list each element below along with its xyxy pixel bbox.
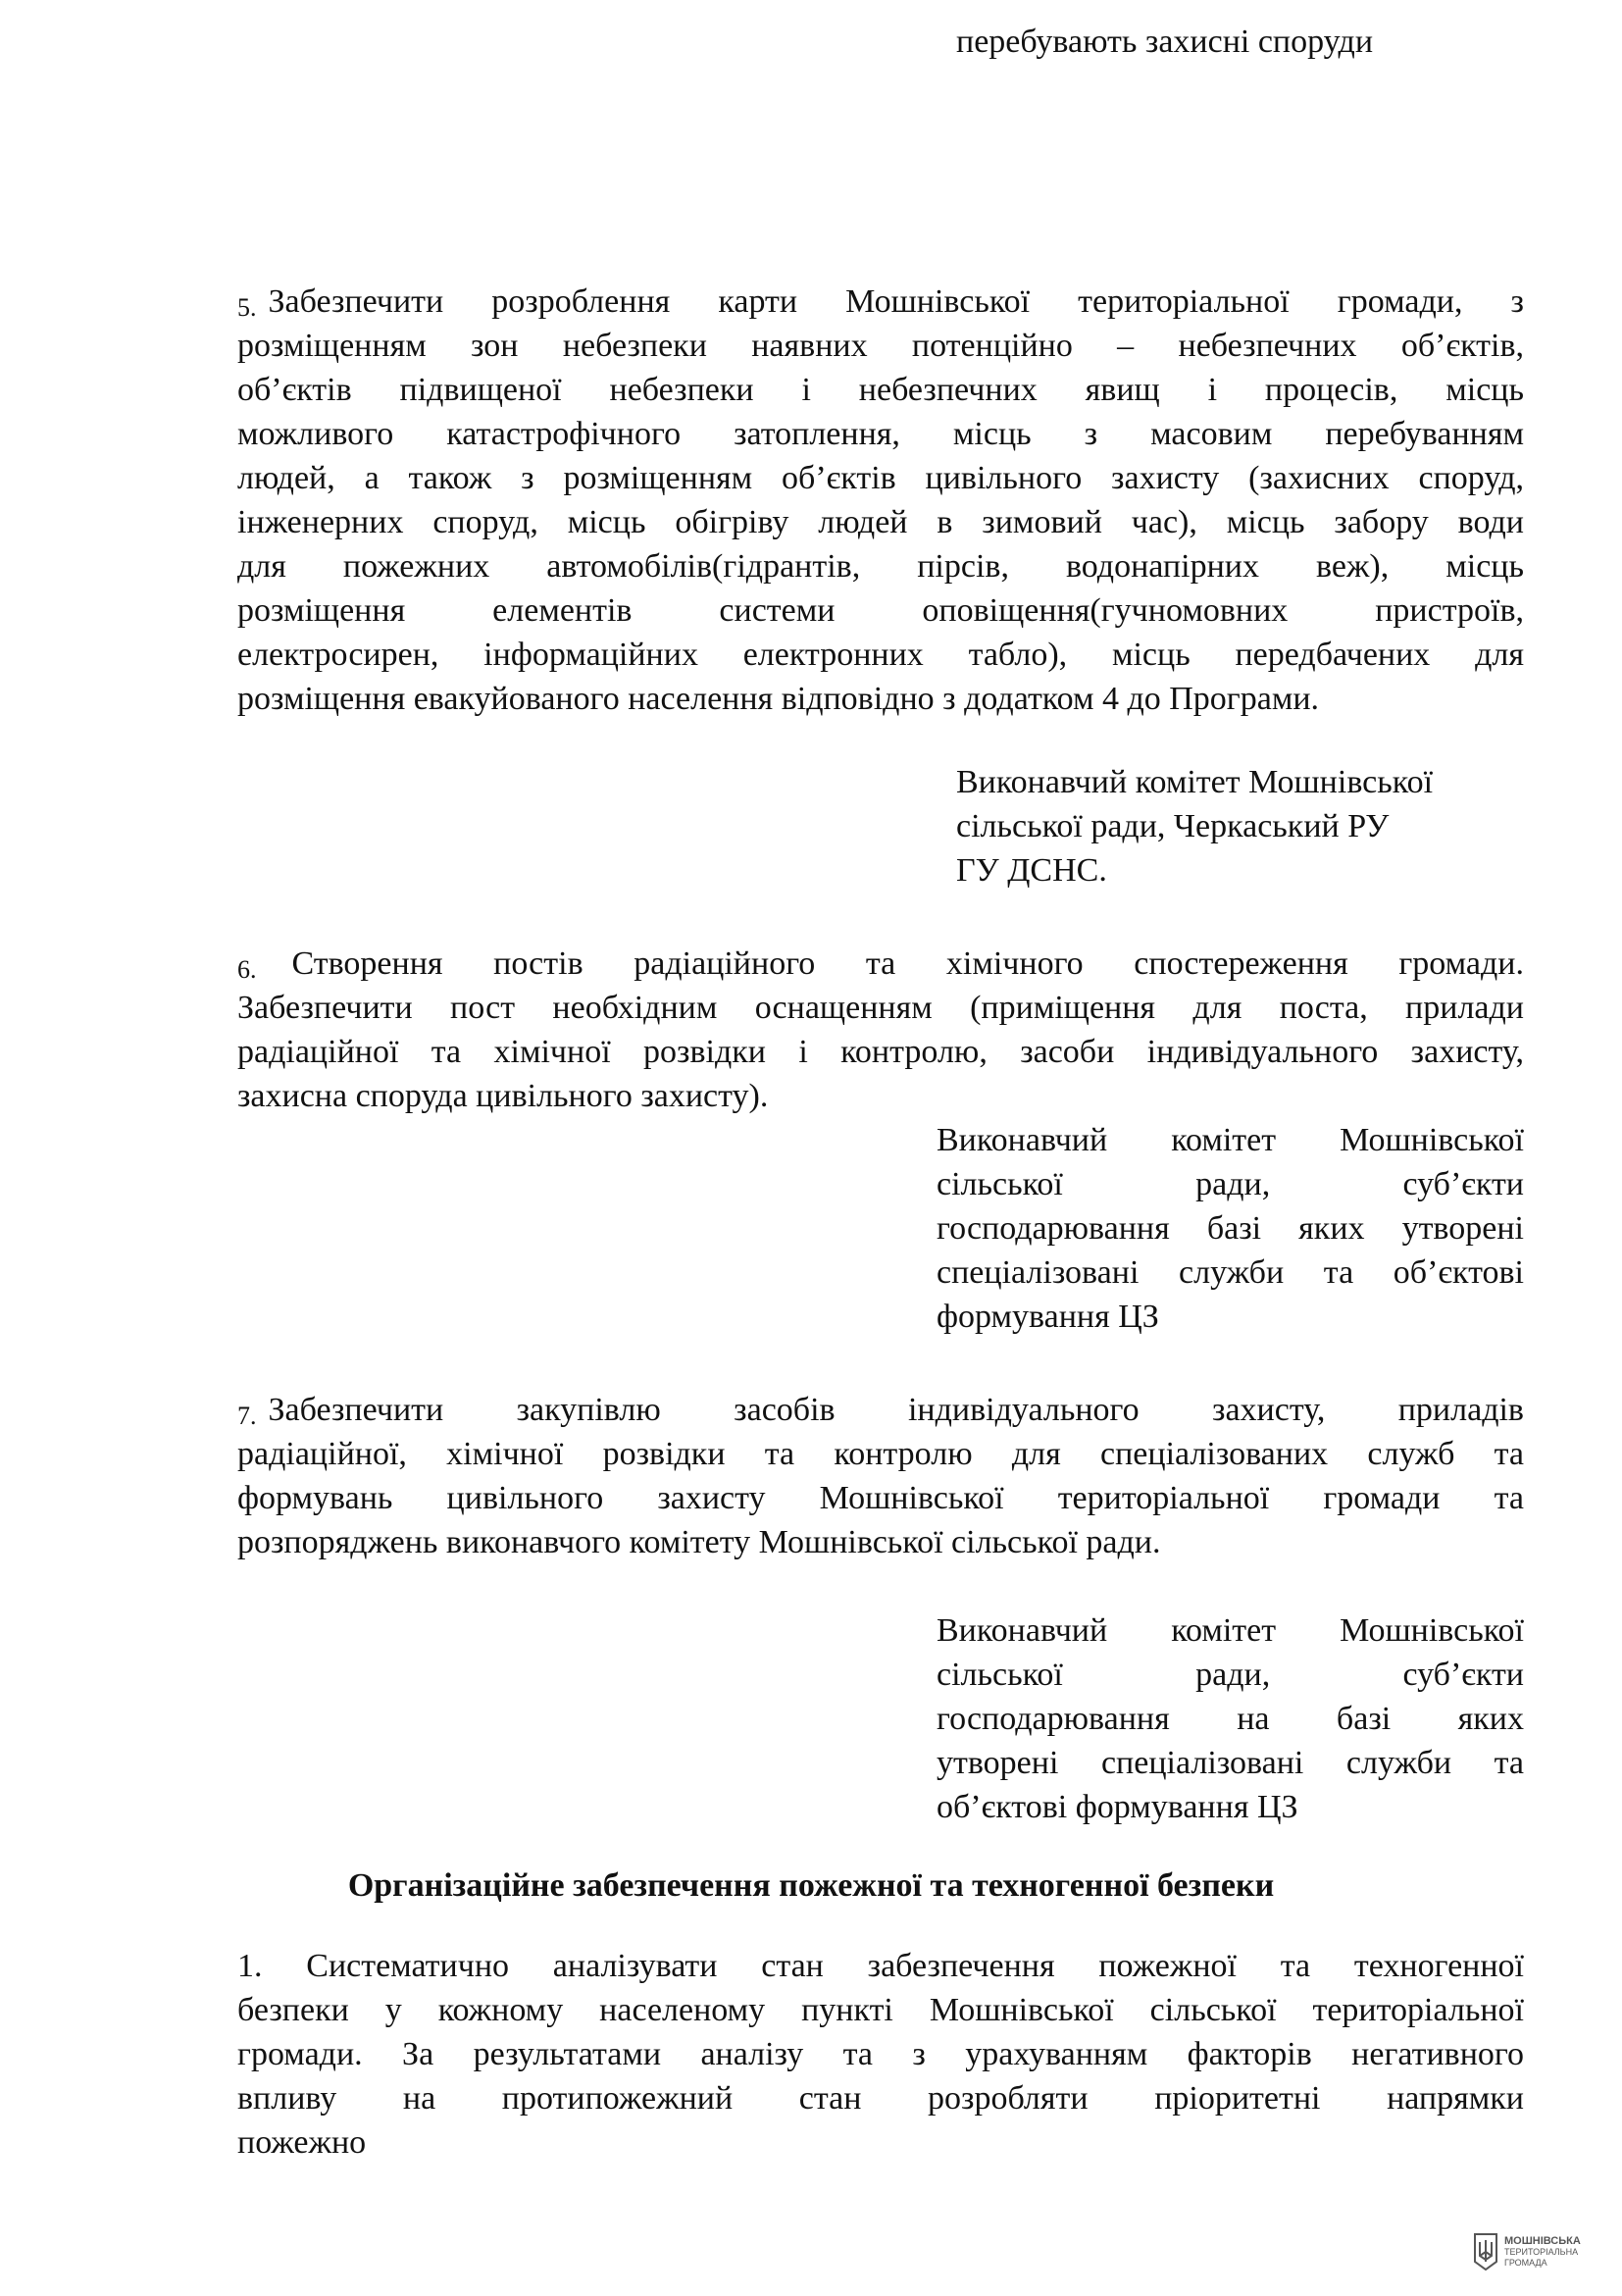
section-item-1-line: громади. За результатами аналізу та з урахуванням факторів негативного xyxy=(237,2036,1524,2072)
item-6-responsible: формування ЦЗ xyxy=(937,1299,1159,1335)
item-5-responsible: Виконавчий комітет Мошнівської xyxy=(956,764,1434,800)
item-5-responsible: сільської ради, Черкаський РУ xyxy=(956,808,1390,844)
item-7-responsible: утворені спеціалізовані служби та xyxy=(937,1745,1524,1781)
item-5-line: для пожежних автомобілів(гідрантів, пірсів, водонапірних веж), місць xyxy=(237,548,1524,585)
item-6-line: Створення постів радіаційного та хімічного спостереження громади. xyxy=(291,945,1524,982)
logo-line-1: МОШНІВСЬКА xyxy=(1504,2234,1581,2247)
item-7-number: 7. xyxy=(237,1402,257,1430)
section-item-1-line: 1. Систематично аналізувати стан забезпечення пожежної та техногенної xyxy=(237,1948,1524,1984)
item-7-responsible: Виконавчий комітет Мошнівської xyxy=(937,1612,1524,1649)
item-5-line: електросирен, інформаційних електронних табло), місць передбачених для xyxy=(237,637,1524,673)
item-5-line: розміщення евакуйованого населення відповідно з додатком 4 до Програми. xyxy=(237,681,1320,717)
item-7-line: формувань цивільного захисту Мошнівської територіальної громади та xyxy=(237,1480,1524,1516)
item-5-line: розміщенням зон небезпеки наявних потенційно – небезпечних об’єктів, xyxy=(237,328,1524,364)
section-heading: Організаційне забезпечення пожежної та техногенної безпеки xyxy=(347,1867,1275,1904)
item-5-number: 5. xyxy=(237,293,257,322)
item-6-line: захисна споруда цивільного захисту). xyxy=(237,1078,769,1114)
section-item-1-line: пожежно xyxy=(237,2124,367,2161)
trident-emblem-icon xyxy=(1473,2232,1498,2271)
item-6-responsible: Виконавчий комітет Мошнівської xyxy=(937,1122,1524,1158)
item-5-line: Забезпечити розроблення карти Мошнівської територіальної громади, з xyxy=(268,283,1524,320)
item-6-number: 6. xyxy=(237,955,257,984)
item-5-line: можливого катастрофічного затоплення, місць з масовим перебуванням xyxy=(237,416,1524,452)
community-logo xyxy=(1473,2226,1610,2277)
item-6-responsible: господарювання базі яких утворені xyxy=(937,1210,1524,1247)
item-7-line: радіаційної, хімічної розвідки та контролю для спеціалізованих служб та xyxy=(237,1436,1524,1472)
item-7-responsible: сільської ради, суб’єкти xyxy=(937,1657,1524,1693)
item-6-responsible: спеціалізовані служби та об’єктові xyxy=(937,1254,1524,1291)
section-item-1-line: безпеки у кожному населеному пункті Мошнівської сільської територіальної xyxy=(237,1992,1524,2028)
item-5-line: розміщення елементів системи оповіщення(гучномовних пристроїв, xyxy=(237,592,1524,629)
logo-line-2: ТЕРИТОРІАЛЬНА xyxy=(1504,2246,1579,2257)
logo-line-3: ГРОМАДА xyxy=(1504,2257,1547,2268)
item-5-line: інженерних споруд, місць обігріву людей в зимовий час), місць забору води xyxy=(237,504,1524,540)
section-item-1-line: впливу на протипожежний стан розробляти пріоритетні напрямки xyxy=(237,2080,1524,2117)
continuation-text: перебувають захисні споруди xyxy=(956,24,1374,60)
item-6-line: радіаційної та хімічної розвідки і контролю, засоби індивідуального захисту, xyxy=(237,1034,1524,1070)
item-5-responsible: ГУ ДСНС. xyxy=(956,852,1107,889)
item-6-responsible: сільської ради, суб’єкти xyxy=(937,1166,1524,1202)
item-7-line: Забезпечити закупівлю засобів індивідуального захисту, приладів xyxy=(268,1392,1524,1428)
item-5-line: людей, а також з розміщенням об’єктів цивільного захисту (захисних споруд, xyxy=(237,460,1524,496)
item-7-line: розпоряджень виконавчого комітету Мошнівської сільської ради. xyxy=(237,1524,1161,1560)
item-7-responsible: господарювання на базі яких xyxy=(937,1701,1524,1737)
item-6-line: Забезпечити пост необхідним оснащенням (приміщення для поста, прилади xyxy=(237,990,1524,1026)
item-7-responsible: об’єктові формування ЦЗ xyxy=(937,1789,1298,1825)
item-5-line: об’єктів підвищеної небезпеки і небезпечних явищ і процесів, місць xyxy=(237,372,1524,408)
